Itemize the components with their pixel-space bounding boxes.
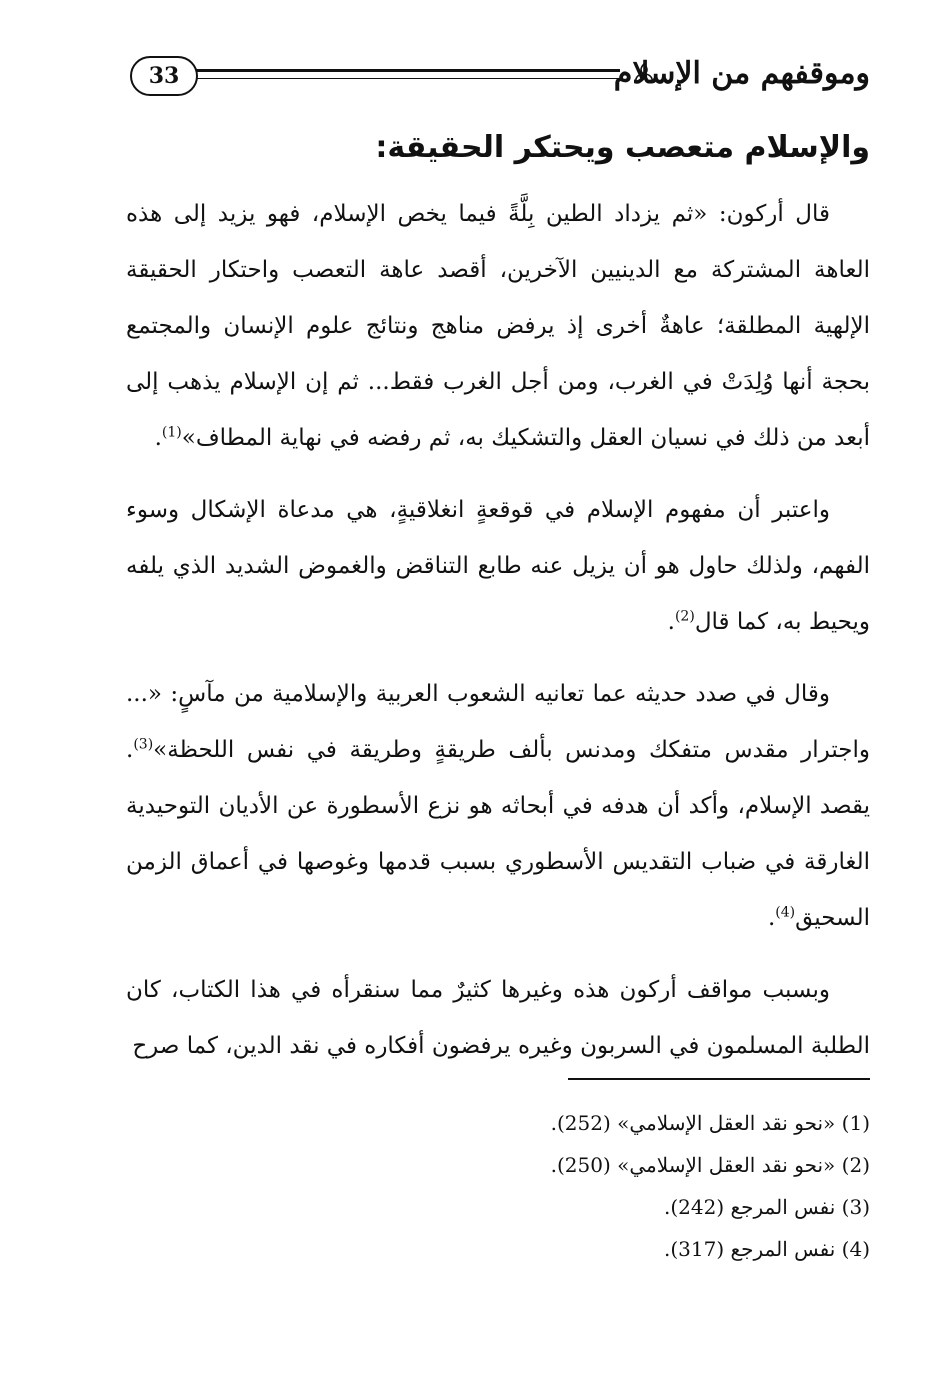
paragraph-text: واعتبر أن مفهوم الإسلام في قوقعةٍ انغلاقيةٍ، هي مدعاة الإشكال وسوء الفهم، ولذلك حاول هو أن يزيل عنه طابع التناقض والغموض الشديد الذي يلفه ويحيط به، كما قال [126,497,870,635]
running-title: وموقفهم من الإسلام [613,56,870,91]
paragraph-text: . يقصد الإسلام، وأكد أن هدفه في أبحاثه هو نزع الأسطورة عن الأديان التوحيدية الغارقة في ضباب التقديس الأسطوري بسبب قدمها وغوصها في أعماق الزمن السحيق [126,737,870,931]
section-heading: والإسلام متعصب ويحتكر الحقيقة: [375,130,870,165]
footnote: (2) «نحو نقد العقل الإسلامي» (250). [550,1153,870,1177]
footnote: (3) نفس المرجع (242). [663,1195,870,1219]
paragraph [126,962,870,1074]
page-header [130,52,870,104]
page-number: 33 [130,56,198,96]
header-divider [196,69,620,79]
paragraph-text: . [154,425,162,451]
paragraph-text: . [667,609,675,635]
footnote-ref: (2) [674,608,695,625]
footnote-divider [568,1078,870,1080]
footnote-ref: (3) [133,736,154,753]
paragraph [126,186,870,466]
footnotes [126,1102,870,1270]
footnote: (4) نفس المرجع (317). [663,1237,870,1261]
paragraph-text: قال أركون: «ثم يزداد الطين بِلَّةً فيما يخص الإسلام، فهو يزيد إلى هذه العاهة المشتركة مع الدينيين الآخرين، أقصد عاهة التعصب واحتكار الحقيقة الإلهية المطلقة؛ عاهةٌ أخرى إذ يرفض مناهج ونتائج علوم الإنسان والمجتمع بحجة أنها وُلِدَتْ في الغرب، ومن أجل الغرب فقط... ثم إن الإسلام يذهب إلى أبعد من ذلك في نسيان العقل والتشكيك به، ثم رفضه في نهاية المطاف» [126,201,870,451]
footnote: (1) «نحو نقد العقل الإسلامي» (252). [550,1111,870,1135]
paragraph-text: وبسبب مواقف أركون هذه وغيرها كثيرٌ مما سنقرأه في هذا الكتاب، كان الطلبة المسلمون في السربون وغيره يرفضون أفكاره في نقد الدين، كما صرح [126,977,870,1059]
paragraph [126,482,870,650]
paragraph-text: . [767,905,776,931]
paragraph [126,666,870,946]
paragraph-text: وقال في صدد حديثه عما تعانيه الشعوب العربية والإسلامية من مآسٍ: «... واجترار مقدس متفكك ومدنس بألف طريقةٍ وطريقة في نفس اللحظة» [126,681,870,763]
footnote-ref: (1) [161,424,182,441]
footnote-ref: (4) [775,904,796,921]
body-text [126,186,870,1090]
